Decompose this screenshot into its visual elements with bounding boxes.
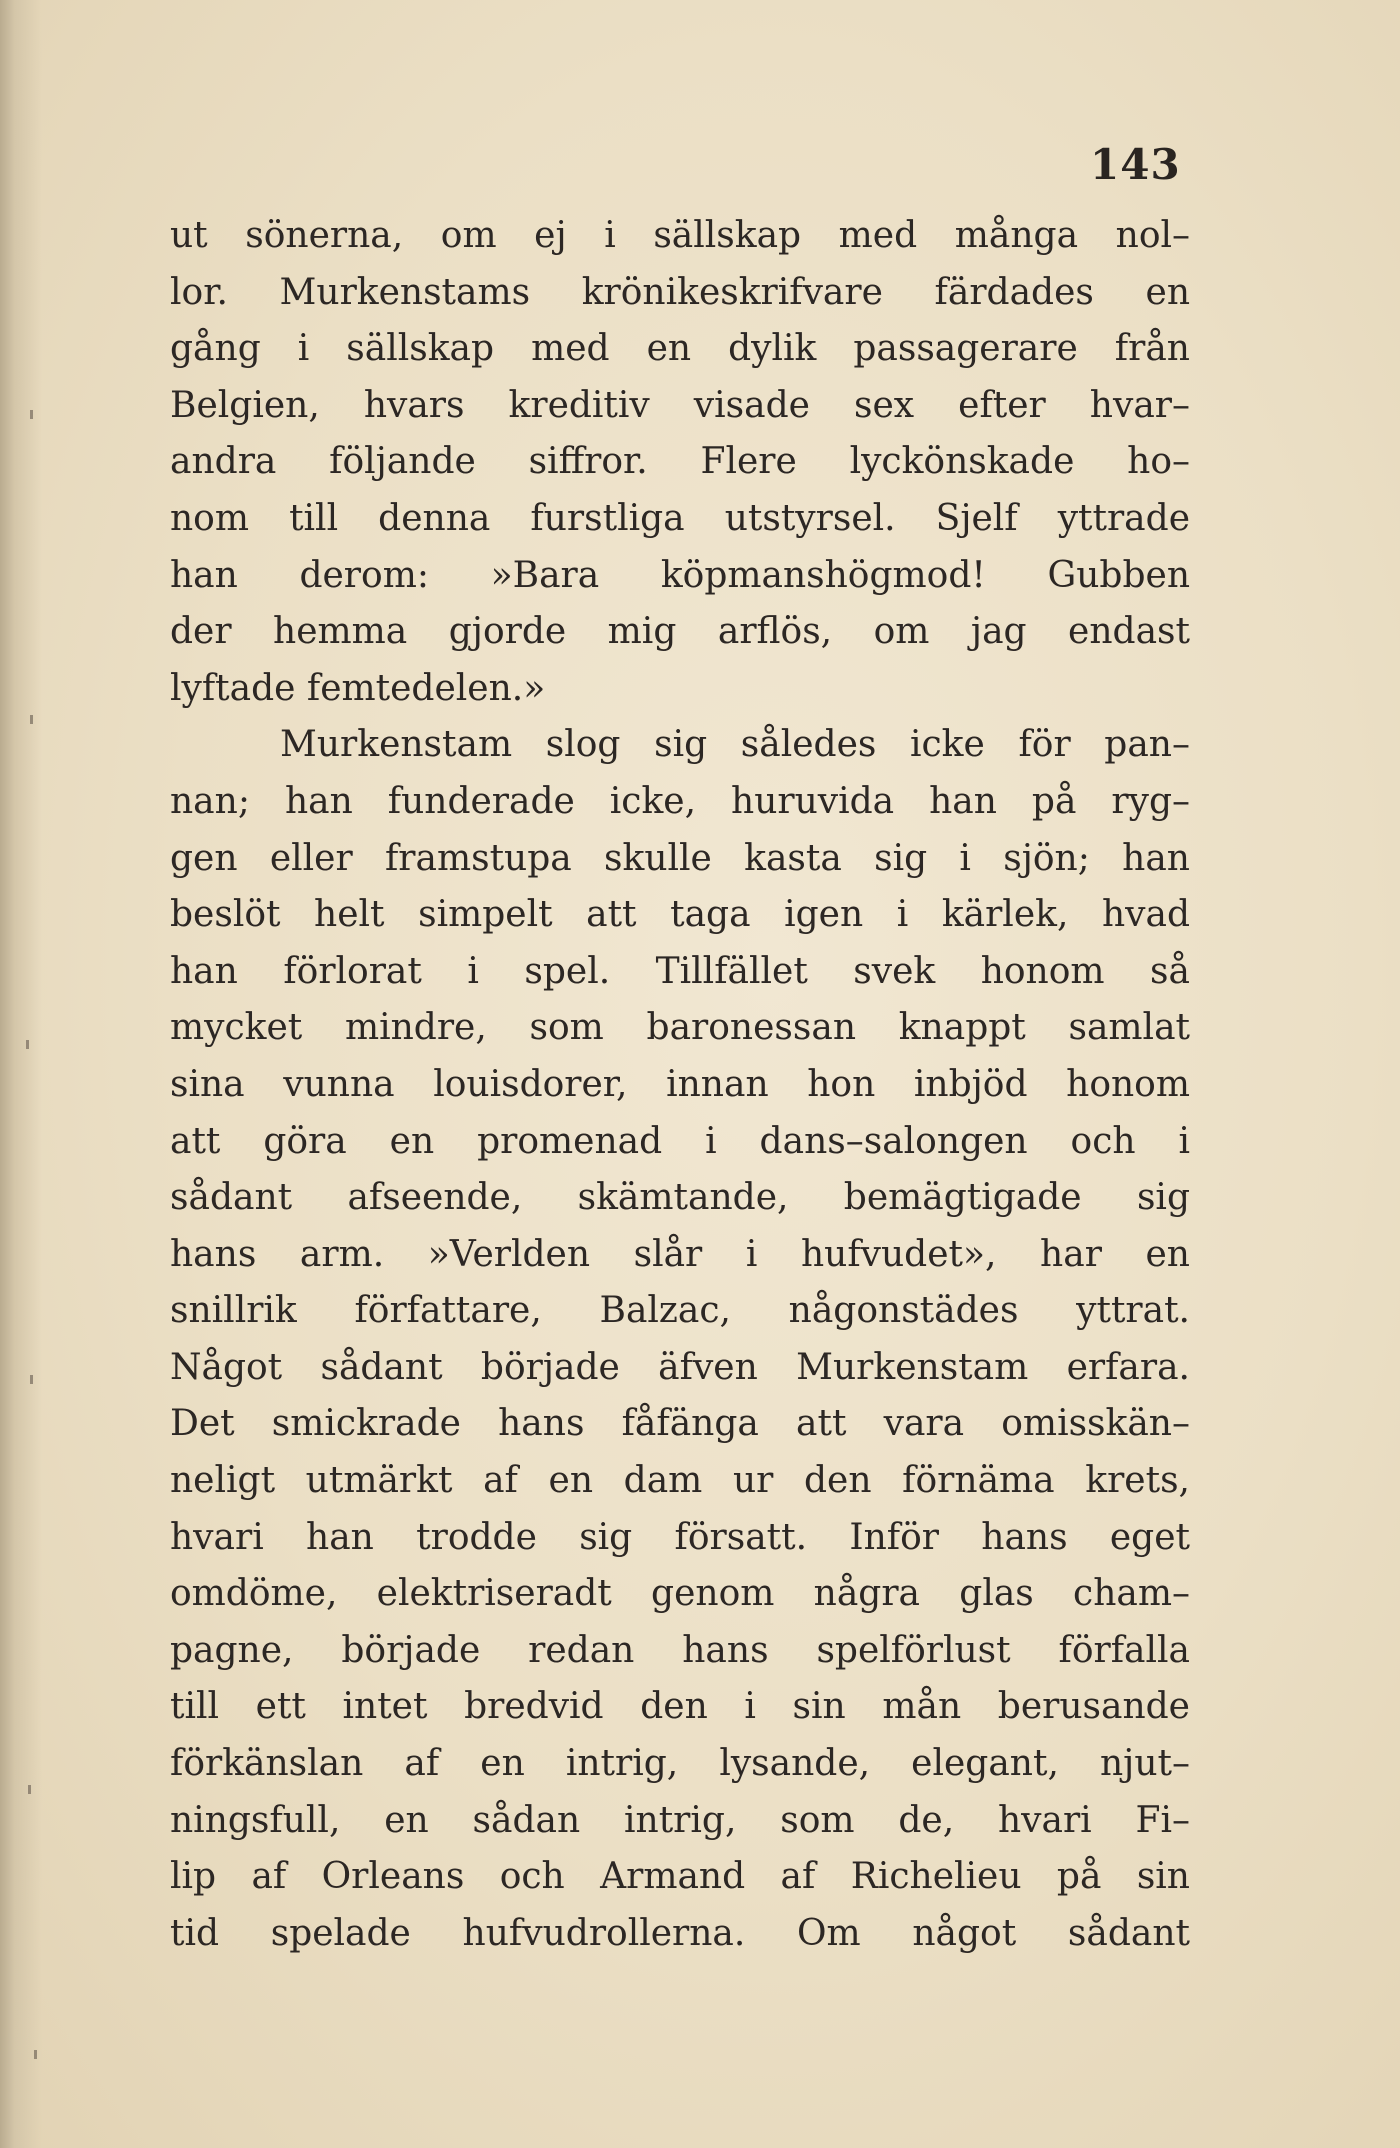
text-line: nan; han funderade icke, huruvida han på ryg– [170,780,1190,822]
text-line: han förlorat i spel. Tillfället svek honom så [170,950,1190,992]
text-line: lip af Orleans och Armand af Richelieu på sin [170,1856,1190,1898]
ink-speck [30,715,33,724]
text-line: snillrik författare, Balzac, någonstädes yttrat. [170,1290,1190,1332]
text-line: ningsfull, en sådan intrig, som de, hvari Fi– [170,1799,1190,1841]
text-line: till ett intet bredvid den i sin mån berusande [170,1686,1190,1728]
text-line: hvari han trodde sig försatt. Inför hans eget [170,1516,1190,1558]
text-line: Belgien, hvars kreditiv visade sex efter hvar– [170,384,1190,426]
text-line: mycket mindre, som baronessan knappt samlat [170,1007,1190,1049]
text-line: sina vunna louisdorer, innan hon inbjöd honom [170,1063,1190,1105]
text-line: nom till denna furstliga utstyrsel. Sjelf yttrade [170,497,1190,539]
ink-speck [30,410,33,419]
ink-speck [26,1040,29,1049]
text-line: andra följande siffror. Flere lyckönskade ho– [170,441,1190,483]
text-line: ut sönerna, om ej i sällskap med många nol– [170,215,1190,256]
text-line: omdöme, elektriseradt genom några glas cham– [170,1573,1190,1615]
page-number: 143 [1090,140,1181,189]
text-line: hans arm. »Verlden slår i hufvudet», har en [170,1233,1190,1275]
text-line: gång i sällskap med en dylik passagerare från [170,328,1190,370]
ink-speck [34,2050,37,2059]
binding-gutter-shadow [0,0,42,2148]
text-line: lyftade femtedelen.» [170,667,546,709]
text-line: gen eller framstupa skulle kasta sig i sjön; han [170,837,1190,879]
text-line: att göra en promenad i dans–salongen och i [170,1120,1190,1162]
text-line: Något sådant började äfven Murkenstam erfara. [170,1346,1190,1388]
text-line: Det smickrade hans fåfänga att vara omisskän– [170,1403,1190,1445]
text-line: pagne, började redan hans spelförlust förfalla [170,1629,1190,1671]
text-line: han derom: »Bara köpmanshögmod! Gubben [170,554,1190,596]
text-line: tid spelade hufvudrollerna. Om något sådant [170,1912,1190,1954]
ink-speck [28,1785,31,1794]
body-text [170,208,1190,1962]
text-line: beslöt helt simpelt att taga igen i kärlek, hvad [170,894,1190,936]
text-line: neligt utmärkt af en dam ur den förnäma krets, [170,1460,1190,1502]
text-line: sådant afseende, skämtande, bemägtigade sig [170,1177,1190,1219]
text-line: förkänslan af en intrig, lysande, elegant, njut– [170,1743,1190,1785]
text-line: der hemma gjorde mig arflös, om jag endast [170,611,1190,653]
ink-speck [30,1375,33,1384]
text-line: Murkenstam slog sig således icke för pan– [280,724,1190,766]
text-line: lor. Murkenstams krönikeskrifvare färdades en [170,271,1190,313]
